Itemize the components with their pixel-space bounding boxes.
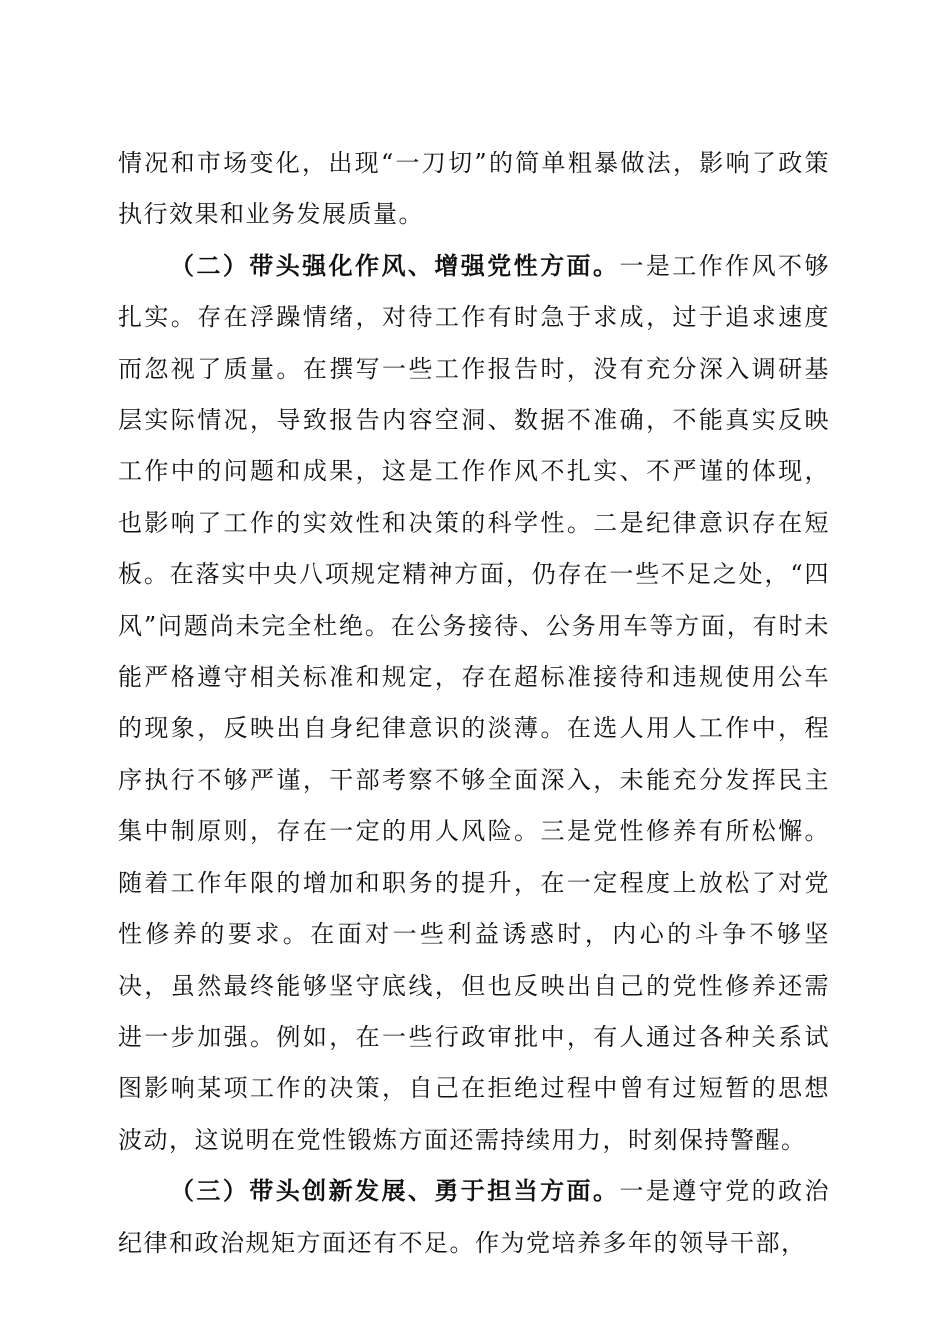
section-heading: （二）带头强化作风、增强党性方面。: [170, 251, 620, 280]
paragraph-text: 一是遵守党的政治纪律和政治规矩方面还有不足。作为党培养多年的领导干部，: [118, 1177, 830, 1257]
paragraph-continuation: [118, 138, 830, 241]
paragraph-text: 一是工作作风不够扎实。存在浮躁情绪，对待工作有时急于求成，过于追求速度而忽视了质量。在撰写一些工作报告时，没有充分深入调研基层实际情况，导致报告内容空洞、数据不准确，不能真实反映工作中的问题和成果，这是工作作风不扎实、不严谨的体现，也影响了工作的实效性和决策的科学性。二是纪律意识存在短板。在落实中央八项规定精神方面，仍存在一些不足之处，“四风”问题尚未完全杜绝。在公务接待、公务用车等方面，有时未能严格遵守相关标准和规定，存在超标准接待和违规使用公车的现象，反映出自身纪律意识的淡薄。在选人用人工作中，程序执行不够严谨，干部考察不够全面深入，未能充分发挥民主集中制原则，存在一定的用人风险。三是党性修养有所松懈。随着工作年限的增加和职务的提升，在一定程度上放松了对党性修养的要求。在面对一些利益诱惑时，内心的斗争不够坚决，虽然最终能够坚守底线，但也反映出自己的党性修养还需进一步加强。例如，在一些行政审批中，有人通过各种关系试图影响某项工作的决策，自己在拒绝过程中曾有过短暂的思想波动，这说明在党性锻炼方面还需持续用力，时刻保持警醒。: [118, 251, 830, 1154]
document-body: [118, 138, 830, 1269]
paragraph-section-3: [118, 1166, 830, 1269]
paragraph-section-2: [118, 241, 830, 1166]
section-heading: （三）带头创新发展、勇于担当方面。: [170, 1177, 620, 1206]
paragraph-text: 情况和市场变化，出现“一刀切”的简单粗暴做法，影响了政策执行效果和业务发展质量。: [118, 149, 830, 229]
